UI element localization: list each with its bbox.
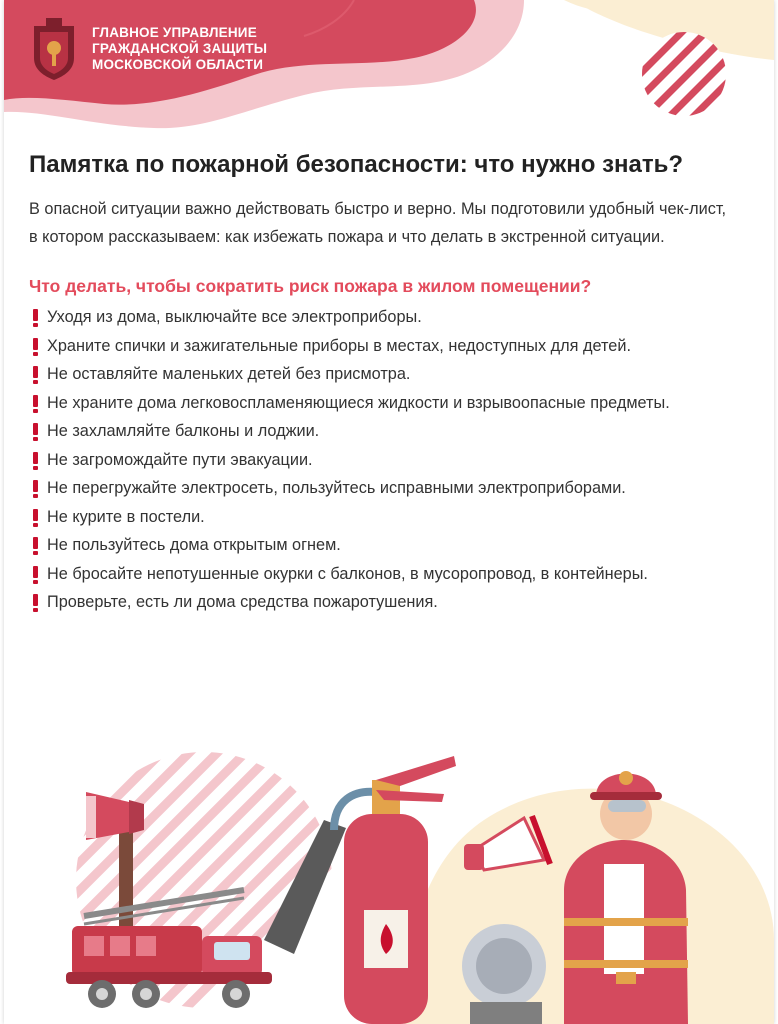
tip-item: [29, 531, 759, 560]
exclamation-icon: [32, 594, 39, 612]
exclamation-icon: [32, 366, 39, 384]
exclamation-icon: [32, 509, 39, 527]
page-title: Памятка по пожарной безопасности: что нужно знать?: [29, 151, 684, 178]
exclamation-icon: [32, 537, 39, 555]
tip-item: [29, 360, 759, 389]
tip-text: Уходя из дома, выключайте все электроприборы.: [47, 308, 422, 326]
tip-item: [29, 446, 759, 475]
tip-text: Не курите в постели.: [47, 507, 205, 526]
tip-text: Не пользуйтесь дома открытым огнем.: [47, 536, 341, 554]
tip-text: Не оставляйте маленьких детей без присмотра.: [47, 365, 411, 383]
fire-safety-illustration: [4, 740, 774, 1024]
coat-of-arms-icon: [30, 18, 78, 80]
org-name-line-2: ГРАЖДАНСКОЙ ЗАЩИТЫ: [92, 41, 268, 56]
exclamation-icon: [32, 452, 39, 470]
exclamation-icon: [32, 566, 39, 584]
tip-text: Не перегружайте электросеть, пользуйтесь исправными электроприборами.: [47, 479, 626, 497]
tip-item: [29, 474, 759, 503]
exclamation-icon: [32, 338, 39, 356]
tip-item: [29, 560, 759, 589]
exclamation-icon: [32, 395, 39, 413]
org-name-line-1: ГЛАВНОЕ УПРАВЛЕНИЕ: [92, 25, 257, 40]
tip-item: [29, 389, 759, 418]
striped-circle-decoration: [640, 30, 728, 118]
tip-text: Не загромождайте пути эвакуации.: [47, 450, 313, 469]
tips-list: [29, 303, 759, 617]
tip-text: Проверьте, есть ли дома средства пожаротушения.: [47, 593, 438, 611]
tip-item: [29, 332, 759, 361]
tip-item: [29, 303, 759, 332]
exclamation-icon: [32, 309, 39, 327]
fire-alarm-bell-icon: [462, 924, 546, 1024]
org-name-line-3: МОСКОВСКОЙ ОБЛАСТИ: [92, 57, 264, 72]
tip-text: Не храните дома легковоспламеняющиеся жидкости и взрывоопасные предметы.: [47, 393, 670, 412]
intro-paragraph: В опасной ситуации важно действовать быстро и верно. Мы подготовили удобный чек-лист, в котором рассказываем: как избежать пожара и что делать в экстренной ситуации.: [29, 200, 727, 246]
org-logo-block: [30, 18, 267, 80]
tip-item: [29, 588, 759, 617]
tip-text: Храните спички и зажигательные приборы в местах, недоступных для детей.: [47, 336, 631, 355]
tip-item: [29, 417, 759, 446]
exclamation-icon: [32, 423, 39, 441]
main-content: [29, 148, 759, 617]
section-heading: Что делать, чтобы сократить риск пожара в жилом помещении?: [29, 276, 592, 296]
tip-text: Не захламляйте балконы и лоджии.: [47, 422, 320, 440]
exclamation-icon: [32, 480, 39, 498]
tip-text: Не бросайте непотушенные окурки с балконов, в мусоропровод, в контейнеры.: [47, 564, 648, 583]
tip-item: [29, 503, 759, 532]
leaflet-page: [4, 0, 774, 1024]
org-name: [92, 25, 267, 73]
